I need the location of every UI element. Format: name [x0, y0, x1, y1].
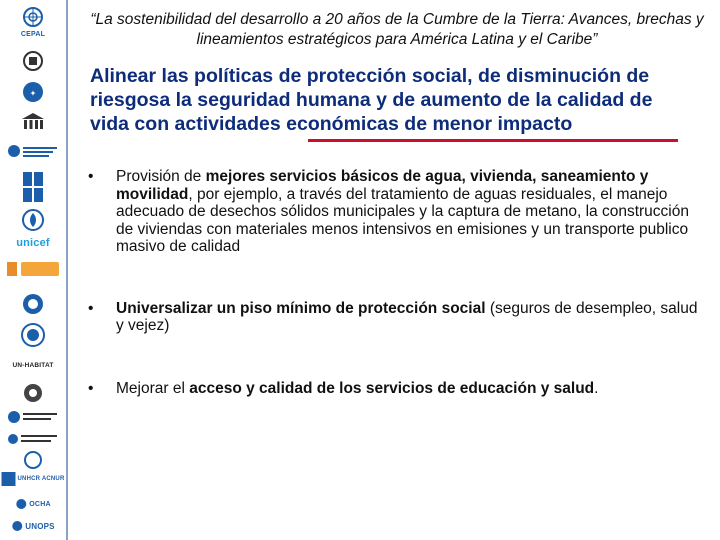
org-logo-icon — [20, 322, 46, 348]
slide-title: Alinear las políticas de protección social, de disminución de riesgosa la seguridad humana y de aumento de la calidad de vida con actividades económicas de menor impacto — [90, 65, 653, 135]
bullet-text: , por ejemplo, a través del tratamiento de aguas residuales, el manejo adecuado de desechos sólidos municipales y la captura de metano, la construcción de viviendas con materiales menos intensivos en emisiones y un transporte publico masivo de calidad — [116, 185, 689, 255]
unesco-logo-icon — [21, 112, 45, 132]
ilo-logo-icon — [22, 50, 44, 72]
bullet-list — [86, 168, 698, 397]
bullet-emphasis: Universalizar un piso mínimo de protección social — [116, 299, 486, 317]
list-item — [86, 380, 698, 398]
unhcr-logo-text: UNHCR ACNUR — [17, 476, 65, 482]
un-emblem-icon — [22, 6, 44, 28]
title-underline — [308, 139, 678, 142]
svg-text:✦: ✦ — [29, 89, 37, 98]
bullet-marker: • — [88, 299, 94, 317]
list-item — [86, 300, 698, 335]
cepal-logo — [21, 31, 45, 38]
unfccc-logo-icon — [7, 410, 59, 424]
paho-logo-icon — [7, 144, 59, 158]
ocha-logo — [15, 498, 50, 510]
unops-logo — [11, 520, 54, 532]
bullet-text: Provisión de — [116, 168, 206, 185]
unodc-logo-icon — [22, 382, 44, 404]
logo-sidebar — [0, 0, 68, 540]
wfp-logo-icon — [21, 292, 45, 316]
cepal-logo-text: CEPAL — [20, 31, 46, 38]
unfpa-logo — [7, 260, 59, 278]
unops-logo-text: UNOPS — [25, 521, 55, 531]
list-item — [86, 168, 698, 256]
bullet-text: (seguros de desempleo, salud y vejez) — [116, 299, 698, 334]
unep-logo-icon — [21, 208, 45, 232]
un-habitat-logo — [12, 362, 53, 369]
bullet-emphasis: mejores servicios básicos de agua, vivienda, saneamiento y movilidad — [116, 168, 649, 203]
presentation-subtitle: “La sostenibilidad del desarrollo a 20 años de la Cumbre de la Tierra: Avances, brechas y lineamientos estratégicos para América Latina y el Caribe” — [90, 11, 704, 48]
bullet-marker: • — [88, 168, 94, 185]
undp-logo-icon — [23, 172, 43, 202]
org-logo-2-icon — [7, 433, 59, 445]
bullet-marker: • — [88, 379, 94, 397]
unhcr-logo — [2, 472, 65, 486]
un-habitat-logo-text: UN-HABITAT — [12, 362, 54, 369]
unicef-logo — [16, 237, 50, 249]
org-logo-3-icon — [22, 450, 44, 470]
fao-logo-icon — [22, 80, 44, 104]
bullet-text: Mejorar el — [116, 379, 190, 397]
bullet-emphasis: acceso y calidad de los servicios de educación y salud — [189, 379, 595, 397]
unicef-logo-text: unicef — [16, 237, 50, 249]
ocha-logo-text: OCHA — [29, 500, 51, 508]
bullet-text: . — [594, 379, 599, 397]
